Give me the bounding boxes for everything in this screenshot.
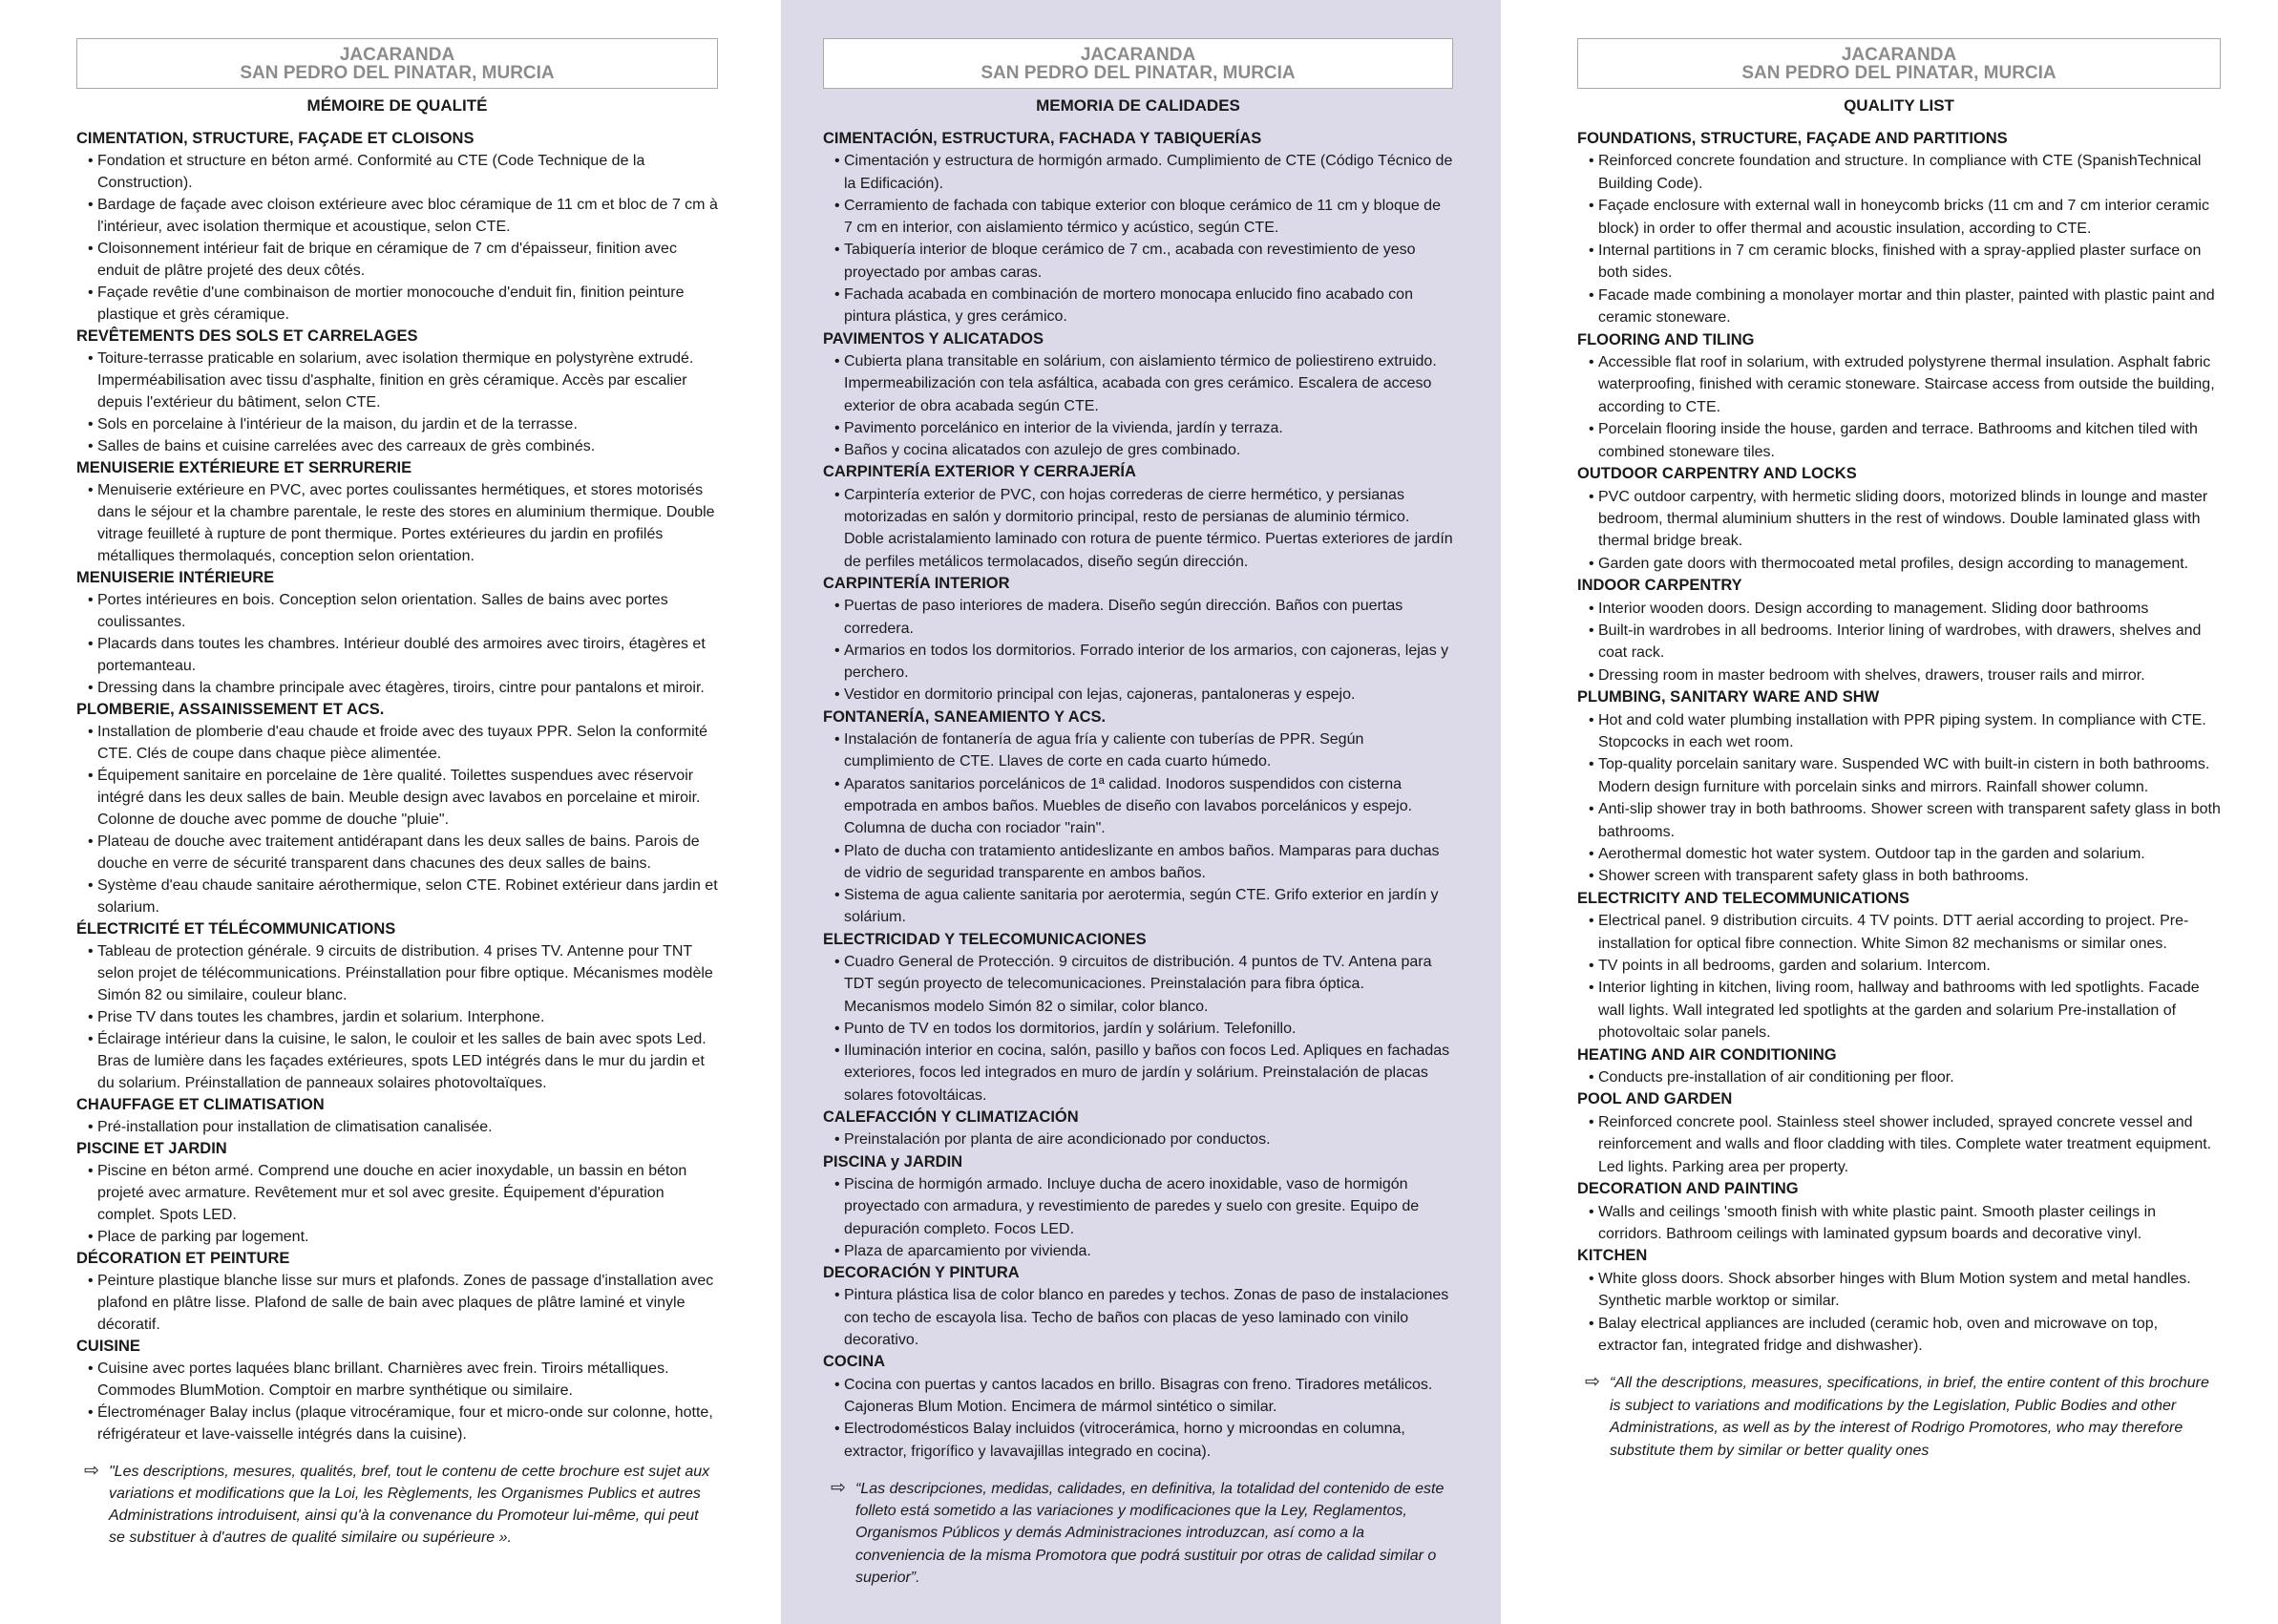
section [823,1262,1453,1351]
section-title: CARPINTERÍA EXTERIOR Y CERRAJERÍA [823,463,1136,481]
section-title: PAVIMENTOS Y ALICATADOS [823,329,1044,348]
project-box [76,38,718,89]
list-item: • Salles de bains et cuisine carrelées avec des carreaux de grès combinés. [76,435,718,457]
list-item: • Built-in wardrobes in all bedrooms. Interior lining of wardrobes, with drawers, shelves and coat rack. [1577,620,2221,664]
section-items [823,1284,1453,1351]
list-item: • Pré-installation pour installation de climatisation canalisée. [76,1116,718,1138]
disclaimer-text: "Les descriptions, mesures, qualités, bref, tout le contenu de cette brochure est sujet aux variations et modifications que la Loi, les Règlements, les Organismes Publics et autres Administrations introduisent, ainsi qu'à la convenance du Promoteur lui-même, qui peut se substituer à d'autres de qualité similaire ou supérieure ». [109,1464,710,1546]
section-items [823,350,1453,461]
section-title: DECORATION AND PAINTING [1577,1180,1799,1198]
list-item: • Peinture plastique blanche lisse sur murs et plafonds. Zones de passage d'installation avec plafond en plâtre lisse. Plafond de salle de bain avec plaques de plâtre laminé et vinyle décoratif. [76,1270,718,1336]
list-item: • Cimentación y estructura de hormigón armado. Cumplimiento de CTE (Código Técnico de la Edificación). [823,150,1453,195]
section [1577,575,2221,686]
column-french-content [76,38,718,1549]
list-item: • Placards dans toutes les chambres. Intérieur doublé des armoires avec tiroirs, étagères et portemanteau. [76,633,718,677]
project-name: JACARANDA [1841,45,1957,65]
section-items [1577,1066,2221,1088]
right-arrow-icon: ⇨ [1585,1372,1600,1393]
list-item: • Punto de TV en todos los dormitorios, jardín y solárium. Telefonillo. [823,1018,1453,1040]
section-title: MENUISERIE EXTÉRIEURE ET SERRURERIE [76,459,412,476]
section-title: CALEFACCIÓN Y CLIMATIZACIÓN [823,1108,1079,1127]
list-item: • Accessible flat roof in solarium, with extruded polystyrene thermal insulation. Asphalt fabric waterproofing, finished with ceramic stoneware. Staircase access from outside the building, according to CTE. [1577,351,2221,418]
section-items [823,728,1453,929]
disclaimer-text: “Las descripciones, medidas, calidades, en definitiva, la totalidad del contenido de este folleto está sometido a las variaciones y modificaciones que la Ley, Reglamentos, Organismos Públicos y demás Administraciones introduzcan, así como a la conveniencia de la misma Promotora que podrá sustituir por otras de calidad similar o superior”. [855,1480,1445,1586]
section-title: CARPINTERÍA INTERIOR [823,574,1010,592]
section-items [1577,1268,2221,1358]
document-title: QUALITY LIST [1844,96,1954,115]
section [1577,1088,2221,1178]
section [76,1336,718,1445]
list-item: • Facade made combining a monolayer mortar and thin plaster, painted with plastic paint and ceramic stoneware. [1577,285,2221,329]
section [823,929,1453,1107]
list-item: • TV points in all bedrooms, garden and solarium. Intercom. [1577,955,2221,977]
list-item: • Cubierta plana transitable en solárium, con aislamiento térmico de poliestireno extruido. Impermeabilización con tela asfáltica, acabada con gres cerámico. Escalera de acceso exterior de obra acabada según CTE. [823,350,1453,417]
list-item: • Système d'eau chaude sanitaire aérothermique, selon CTE. Robinet extérieur dans jardin et solarium. [76,875,718,918]
section-title: COCINA [823,1353,886,1371]
section-items [1577,150,2221,328]
list-item: • Aerothermal domestic hot water system. Outdoor tap in the garden and solarium. [1577,843,2221,865]
disclaimer-note [76,1461,718,1549]
right-arrow-icon: ⇨ [84,1461,99,1481]
list-item: • Place de parking par logement. [76,1226,718,1248]
section-items [76,1116,718,1138]
section-title: POOL AND GARDEN [1577,1090,1733,1108]
section-items [823,150,1453,327]
list-item: • Plaza de aparcamiento por vivienda. [823,1240,1453,1262]
list-item: • Cerramiento de fachada con tabique exterior con bloque cerámico de 11 cm y bloque de 7 cm en interior, con aislamiento térmico y acústico, según CTE. [823,195,1453,240]
section-items [823,1128,1453,1150]
section-title: HEATING AND AIR CONDITIONING [1577,1045,1837,1064]
document-title: MÉMOIRE DE QUALITÉ [306,96,488,115]
section-title: OUTDOOR CARPENTRY AND LOCKS [1577,465,1857,483]
sections-list [76,128,718,1445]
section-title: FONTANERÍA, SANEAMIENTO Y ACS. [823,707,1107,726]
section-items [1577,1111,2221,1178]
section-title: REVÊTEMENTS DES SOLS ET CARRELAGES [76,327,418,345]
section-items [76,940,718,1094]
section [823,1351,1453,1462]
section [76,1138,718,1248]
section-title: ELECTRICITY AND TELECOMMUNICATIONS [1577,889,1910,907]
list-item: • Shower screen with transparent safety glass in both bathrooms. [1577,865,2221,887]
section-title: DECORACIÓN Y PINTURA [823,1264,1020,1282]
list-item: • PVC outdoor carpentry, with hermetic sliding doors, motorized blinds in lounge and master bedroom, thermal aluminium shutters in the rest of windows. Double laminated glass with thermal bridge break. [1577,486,2221,553]
section-items [823,1173,1453,1262]
section [76,326,718,457]
list-item: • Dressing room in master bedroom with shelves, drawers, trouser rails and mirror. [1577,664,2221,686]
list-item: • Conducts pre-installation of air conditioning per floor. [1577,1066,2221,1088]
section-title: ÉLECTRICITÉ ET TÉLÉCOMMUNICATIONS [76,920,396,938]
list-item: • Electrical panel. 9 distribution circuits. 4 TV points. DTT aerial according to project. Pre-installation for optical fibre connection. White Simon 82 mechanisms or similar ones. [1577,910,2221,955]
section-items [1577,486,2221,576]
sections-list [1577,128,2221,1357]
list-item: • Hot and cold water plumbing installation with PPR piping system. In compliance with CTE. Stopcocks in each wet room. [1577,709,2221,754]
section-title: CUISINE [76,1338,140,1355]
project-location: SAN PEDRO DEL PINATAR, MURCIA [1741,63,2057,83]
column-english-content [1577,38,2221,1462]
list-item: • Installation de plomberie d'eau chaude et froide avec des tuyaux PPR. Selon la conformité CTE. Clés de coupe dans chaque pièce alimentée. [76,721,718,765]
section-title: PLUMBING, SANITARY WARE AND SHW [1577,688,1880,707]
disclaimer-text: “All the descriptions, measures, specifications, in brief, the entire content of this brochure is subject to variations and modifications by the Legislation, Public Bodies and other Administrations, as well as by the interest of Rodrigo Promotores, who may therefore substitute them by similar or better quality ones [1610,1375,2209,1459]
section [1577,686,2221,888]
column-english [1501,0,2278,1624]
list-item: • Interior wooden doors. Design according to management. Sliding door bathrooms [1577,598,2221,620]
list-item: • Porcelain flooring inside the house, garden and terrace. Bathrooms and kitchen tiled with combined stoneware tiles. [1577,418,2221,463]
list-item: • Reinforced concrete pool. Stainless steel shower included, sprayed concrete vessel and reinforcement and walls and floor cladding with tiles. Complete water treatment equipment. Led lights. Parking area per property. [1577,1111,2221,1178]
section [76,1248,718,1336]
section-title: FOUNDATIONS, STRUCTURE, FAÇADE AND PARTITIONS [1577,130,2008,147]
list-item: • Sols en porcelaine à l'intérieur de la maison, du jardin et de la terrasse. [76,413,718,435]
list-item: • Piscine en béton armé. Comprend une douche en acier inoxydable, un bassin en béton projeté avec armature. Revêtement mur et sol avec gresite. Équipement d'épuration complet. Spots LED. [76,1160,718,1226]
list-item: • Cuadro General de Protección. 9 circuitos de distribución. 4 puntos de TV. Antena para TDT según proyecto de telecomunicaciones. Preinstalación para fibra óptica. Mecanismos modelo Simón 82 o similar, color blanco. [823,951,1453,1018]
list-item: • Bardage de façade avec cloison extérieure avec bloc céramique de 11 cm et bloc de 7 cm à l'intérieur, avec isolation thermique et acoustique, selon CTE. [76,194,718,238]
list-item: • Piscina de hormigón armado. Incluye ducha de acero inoxidable, vaso de hormigón proyectado con armadura, y revestimiento de paredes y suelo con gresite. Equipo de depuración completo. Focos LED. [823,1173,1453,1240]
section [76,918,718,1094]
list-item: • Menuiserie extérieure en PVC, avec portes coulissantes hermétiques, et stores motorisés dans le séjour et la chambre parentale, le reste des stores en aluminium thermique. Double vitrage feuilleté à rupture de pont thermique. Portes extérieures du jardin en profilés métalliques thermolaqués, conception selon orientation. [76,479,718,567]
list-item: • Armarios en todos los dormitorios. Forrado interior de los armarios, con cajoneras, lejas y perchero. [823,640,1453,685]
section [823,707,1453,929]
list-item: • Reinforced concrete foundation and structure. In compliance with CTE (SpanishTechnical Building Code). [1577,150,2221,195]
section [76,699,718,918]
section-items [76,479,718,567]
section [823,461,1453,572]
list-item: • Walls and ceilings 'smooth finish with white plastic paint. Smooth plaster ceilings in corridors. Bathroom ceilings with laminated gypsum boards and decorative vinyl. [1577,1201,2221,1246]
list-item: • Pavimento porcelánico en interior de la vivienda, jardín y terraza. [823,417,1453,439]
section-title: PISCINA y JARDIN [823,1152,963,1171]
list-item: • Electrodomésticos Balay incluidos (vitrocerámica, horno y microondas en columna, extractor, frigorífico y lavavajillas integrado en cocina). [823,1418,1453,1463]
section [1577,329,2221,463]
project-location: SAN PEDRO DEL PINATAR, MURCIA [240,63,555,83]
project-name: JACARANDA [1080,45,1196,65]
section-items [1577,910,2221,1044]
list-item: • Façade revêtie d'une combinaison de mortier monocouche d'enduit fin, finition peinture plastique et grès céramique. [76,282,718,326]
list-item: • Carpintería exterior de PVC, con hojas correderas de cierre hermético, y persianas motorizadas en salón y dormitorio principal, resto de persianas de aluminio térmico. Doble acristalamiento laminado con rotura de puente térmico. Puertas exteriores de jardín de perfiles metálicos termolacados, diseño según dirección. [823,484,1453,573]
section [823,573,1453,707]
list-item: • Tableau de protection générale. 9 circuits de distribution. 4 prises TV. Antenne pour TNT selon projet de télécommunications. Préinstallation pour fibre optique. Mécanismes modèle Simón 82 ou similaire, couleur blanc. [76,940,718,1006]
list-item: • Tabiquería interior de bloque cerámico de 7 cm., acabada con revestimiento de yeso proyectado por ambas caras. [823,239,1453,284]
section [1577,1245,2221,1357]
section-items [76,721,718,918]
disclaimer-note [1577,1372,2221,1462]
list-item: • Vestidor en dormitorio principal con lejas, cajoneras, pantaloneras y espejo. [823,684,1453,706]
section [76,457,718,567]
list-item: • Sistema de agua caliente sanitaria por aerotermia, según CTE. Grifo exterior en jardín y solárium. [823,884,1453,929]
list-item: • Fachada acabada en combinación de mortero monocapa enlucido fino acabado con pintura plástica, y gres cerámico. [823,284,1453,328]
list-item: • Interior lighting in kitchen, living room, hallway and bathrooms with led spotlights. Facade wall lights. Wall integrated led spotlights at the garden and solarium Pre-installation of photovoltaic solar panels. [1577,977,2221,1044]
project-box [823,38,1453,89]
section-title: FLOORING AND TILING [1577,330,1755,348]
section-items [823,595,1453,706]
right-arrow-icon: ⇨ [831,1477,846,1498]
section-items [76,1270,718,1336]
section [1577,888,2221,1044]
section-items [76,1160,718,1248]
section [76,128,718,326]
project-location: SAN PEDRO DEL PINATAR, MURCIA [981,63,1296,83]
section-title: PLOMBERIE, ASSAINISSEMENT ET ACS. [76,701,385,718]
section-items [76,1358,718,1445]
list-item: • Toiture-terrasse praticable en solarium, avec isolation thermique en polystyrène extrudé. Imperméabilisation avec tissu d'asphalte, finition en grès céramique. Accès par escalier depuis l'extérieur du bâtiment, selon CTE. [76,348,718,413]
section-items [1577,351,2221,463]
list-item: • Aparatos sanitarios porcelánicos de 1ª calidad. Inodoros suspendidos con cisterna empotrada en ambos baños. Muebles de diseño con lavabos porcelánicos y espejo. Columna de ducha con rociador "rain". [823,773,1453,840]
list-item: • Plato de ducha con tratamiento antideslizante en ambos baños. Mamparas para duchas de vidrio de seguridad transparente en ambos baños. [823,840,1453,885]
list-item: • Anti-slip shower tray in both bathrooms. Shower screen with transparent safety glass in both bathrooms. [1577,798,2221,843]
column-french [0,0,781,1624]
disclaimer-note [823,1478,1453,1589]
section-title: PISCINE ET JARDIN [76,1140,227,1157]
list-item: • Électroménager Balay inclus (plaque vitrocéramique, four et micro-onde sur colonne, hotte, réfrigérateur et lave-vaisselle intégrés dans la cuisine). [76,1402,718,1445]
section-title: CHAUFFAGE ET CLIMATISATION [76,1096,325,1113]
section-items [76,589,718,699]
list-item: • Internal partitions in 7 cm ceramic blocks, finished with a spray-applied plaster surface on both sides. [1577,240,2221,285]
list-item: • White gloss doors. Shock absorber hinges with Blum Motion system and metal handles. Synthetic marble worktop or similar. [1577,1268,2221,1313]
sections-list [823,128,1453,1463]
list-item: • Iluminación interior en cocina, salón, pasillo y baños con focos Led. Apliques en fachadas exteriores, focos led integrados en muro de jardín y solárium. Preinstalación de placas solares fotovoltáicas. [823,1040,1453,1107]
section-items [823,1374,1453,1463]
section [76,1094,718,1138]
section-items [823,484,1453,573]
list-item: • Portes intérieures en bois. Conception selon orientation. Salles de bains avec portes coulissantes. [76,589,718,633]
list-item: • Baños y cocina alicatados con azulejo de gres combinado. [823,439,1453,461]
list-item: • Puertas de paso interiores de madera. Diseño según dirección. Baños con puertas corredera. [823,595,1453,640]
section [1577,128,2221,329]
column-spanish [781,0,1501,1624]
section [823,328,1453,462]
section-items [823,951,1453,1107]
list-item: • Dressing dans la chambre principale avec étagères, tiroirs, cintre pour pantalons et miroir. [76,677,718,699]
list-item: • Plateau de douche avec traitement antidérapant dans les deux salles de bains. Parois de douche en verre de sécurité transparent dans chacunes des deux salles de bains. [76,831,718,875]
section [76,567,718,699]
list-item: • Éclairage intérieur dans la cuisine, le salon, le couloir et les salles de bain avec spots Led. Bras de lumière dans les façades extérieures, spots LED intégrés dans le mur du jardin et du solarium. Préinstallation de panneaux solaires photovoltaïques. [76,1028,718,1094]
document-title: MEMORIA DE CALIDADES [1036,96,1240,115]
section [823,1107,1453,1151]
section [1577,1044,2221,1089]
section-title: DÉCORATION ET PEINTURE [76,1250,290,1267]
list-item: • Façade enclosure with external wall in honeycomb bricks (11 cm and 7 cm interior ceramic block) in order to offer thermal and acoustic insulation, according to CTE. [1577,195,2221,240]
section-title: MENUISERIE INTÉRIEURE [76,569,275,586]
project-box [1577,38,2221,89]
list-item: • Pintura plástica lisa de color blanco en paredes y techos. Zonas de paso de instalaciones con techo de escayola lisa. Techo de baños con placas de yeso laminado con vinilo decorativo. [823,1284,1453,1351]
section-items [76,348,718,457]
list-item: • Cocina con puertas y cantos lacados en brillo. Bisagras con freno. Tiradores metálicos. Cajoneras Blum Motion. Encimera de mármol sintético o similar. [823,1374,1453,1419]
section-title: ELECTRICIDAD Y TELECOMUNICACIONES [823,930,1147,948]
list-item: • Instalación de fontanería de agua fría y caliente con tuberías de PPR. Según cumplimiento de CTE. Llaves de corte en cada cuarto húmedo. [823,728,1453,773]
section-items [76,150,718,326]
section-title: KITCHEN [1577,1247,1648,1265]
section [823,1151,1453,1262]
column-spanish-content [823,38,1453,1589]
list-item: • Équipement sanitaire en porcelaine de 1ère qualité. Toilettes suspendues avec réservoir intégré dans les deux salles de bain. Meuble design avec lavabos en porcelaine et miroir. Colonne de douche avec pomme de douche "pluie". [76,765,718,831]
list-item: • Top-quality porcelain sanitary ware. Suspended WC with built-in cistern in both bathrooms. Modern design furniture with porcelain sinks and mirrors. Rainfall shower column. [1577,753,2221,798]
list-item: • Prise TV dans toutes les chambres, jardin et solarium. Interphone. [76,1006,718,1028]
list-item: • Balay electrical appliances are included (ceramic hob, oven and microwave on top, extractor fan, integrated fridge and dishwasher). [1577,1313,2221,1358]
list-item: • Fondation et structure en béton armé. Conformité au CTE (Code Technique de la Construction). [76,150,718,194]
section [823,128,1453,328]
section-items [1577,1201,2221,1246]
section-title: CIMENTATION, STRUCTURE, FAÇADE ET CLOISONS [76,130,475,147]
section-items [1577,709,2221,888]
list-item: • Cuisine avec portes laquées blanc brillant. Charnières avec frein. Tiroirs métalliques. Commodes BlumMotion. Comptoir en marbre synthétique ou similaire. [76,1358,718,1402]
project-name: JACARANDA [339,45,455,65]
list-item: • Preinstalación por planta de aire acondicionado por conductos. [823,1128,1453,1150]
list-item: • Cloisonnement intérieur fait de brique en céramique de 7 cm d'épaisseur, finition avec enduit de plâtre projeté des deux côtés. [76,238,718,282]
list-item: • Garden gate doors with thermocoated metal profiles, design according to management. [1577,553,2221,575]
section [1577,1178,2221,1245]
section-title: INDOOR CARPENTRY [1577,577,1742,595]
section-items [1577,598,2221,687]
section [1577,463,2221,575]
section-title: CIMENTACIÓN, ESTRUCTURA, FACHADA Y TABIQUERÍAS [823,130,1262,147]
